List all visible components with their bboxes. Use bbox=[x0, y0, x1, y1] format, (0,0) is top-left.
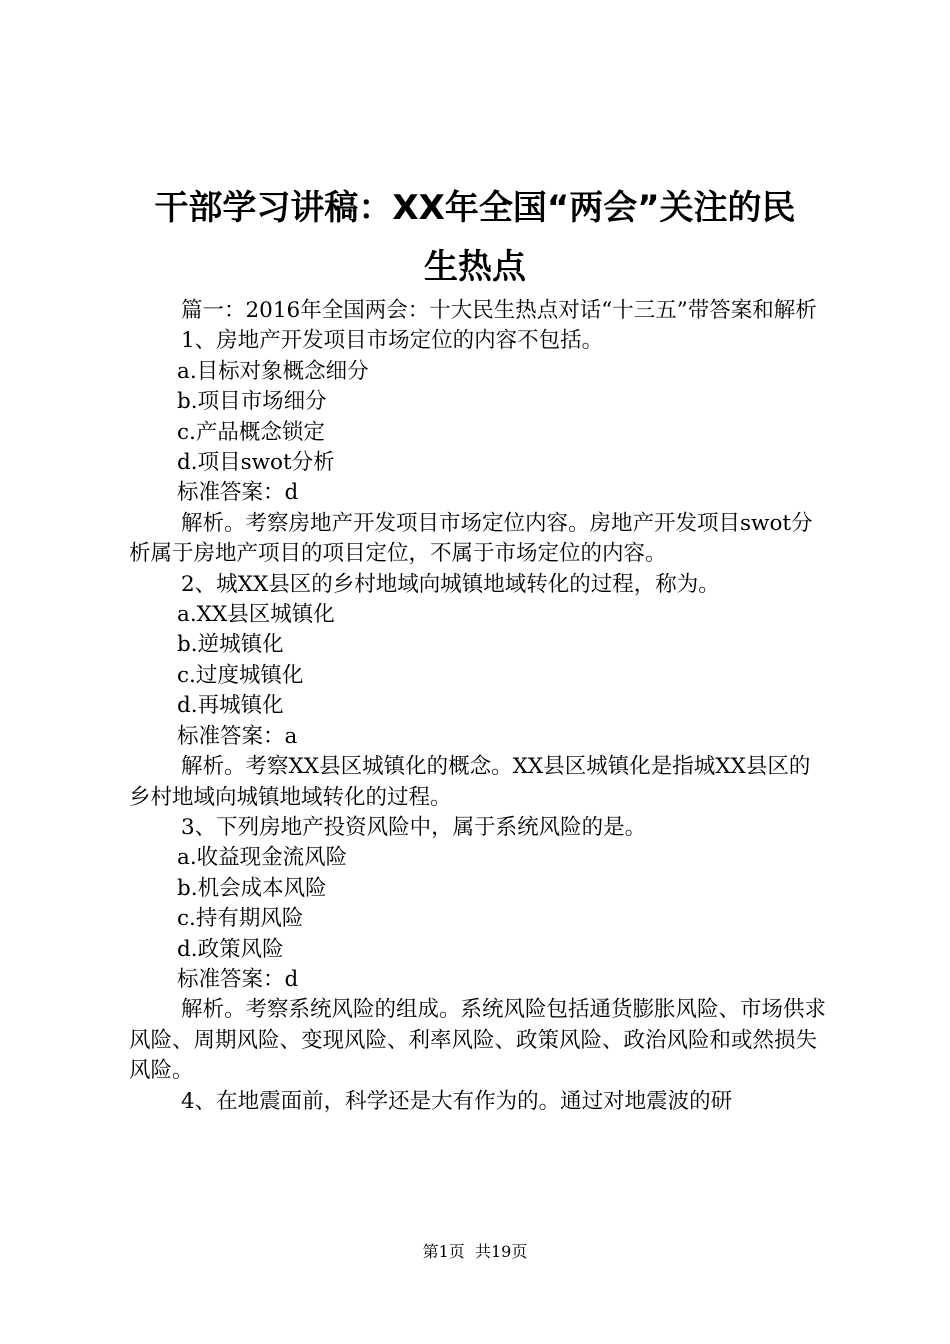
page-footer bbox=[0, 1242, 950, 1262]
paragraph: 3、下列房地产投资风险中，属于系统风险的是。 bbox=[181, 814, 647, 840]
paragraph: 解析。考察系统风险的组成。系统风险包括通货膨胀风险、市场供求风险、周期风险、变现风险、利率风险、政策风险、政治风险和或然损失风险。 bbox=[129, 997, 827, 1084]
document-title-line-2: 生热点 bbox=[424, 247, 526, 287]
option-line: c.产品概念锁定 bbox=[177, 419, 325, 445]
option-line: a.收益现金流风险 bbox=[177, 845, 348, 871]
option-line: b.逆城镇化 bbox=[177, 632, 284, 658]
page-total: 共19页 bbox=[474, 1242, 528, 1261]
option-line: a.目标对象概念细分 bbox=[177, 358, 369, 384]
paragraph: 解析。考察房地产开发项目市场定位内容。房地产开发项目swot分析属于房地产项目的项目定位，不属于市场定位的内容。 bbox=[129, 510, 813, 567]
option-line: c.过度城镇化 bbox=[177, 662, 304, 688]
paragraph: 解析。考察XX县区城镇化的概念。XX县区城镇化是指城XX县区的乡村地域向城镇地域转化的过程。 bbox=[129, 754, 811, 810]
option-line: d.项目swot分析 bbox=[177, 450, 335, 476]
option-line: d.再城镇化 bbox=[177, 693, 284, 719]
option-line: a.XX县区城镇化 bbox=[177, 602, 335, 628]
option-line: b.机会成本风险 bbox=[177, 875, 327, 901]
footer-spacer bbox=[465, 1242, 475, 1261]
option-line: d.政策风险 bbox=[177, 936, 284, 962]
option-line: b.项目市场细分 bbox=[177, 389, 327, 415]
option-line: 标准答案：d bbox=[177, 480, 299, 506]
option-line: c.持有期风险 bbox=[177, 906, 304, 932]
option-line: 标准答案：a bbox=[177, 723, 298, 749]
paragraph: 4、在地震面前，科学还是大有作为的。通过对地震波的研 bbox=[181, 1088, 733, 1114]
paragraph: 2、城XX县区的乡村地域向城镇地域转化的过程，称为。 bbox=[181, 571, 720, 597]
option-line: 标准答案：d bbox=[177, 966, 299, 992]
page-number: 第1页 bbox=[422, 1242, 465, 1261]
document-title-line-1: 干部学习讲稿：XX年全国“两会”关注的民 bbox=[154, 188, 796, 228]
paragraph: 篇一：2016年全国两会：十大民生热点对话“十三五”带答案和解析 bbox=[181, 298, 817, 323]
document-body bbox=[129, 296, 831, 1117]
paragraph: 1、房地产开发项目市场定位的内容不包括。 bbox=[181, 328, 604, 354]
